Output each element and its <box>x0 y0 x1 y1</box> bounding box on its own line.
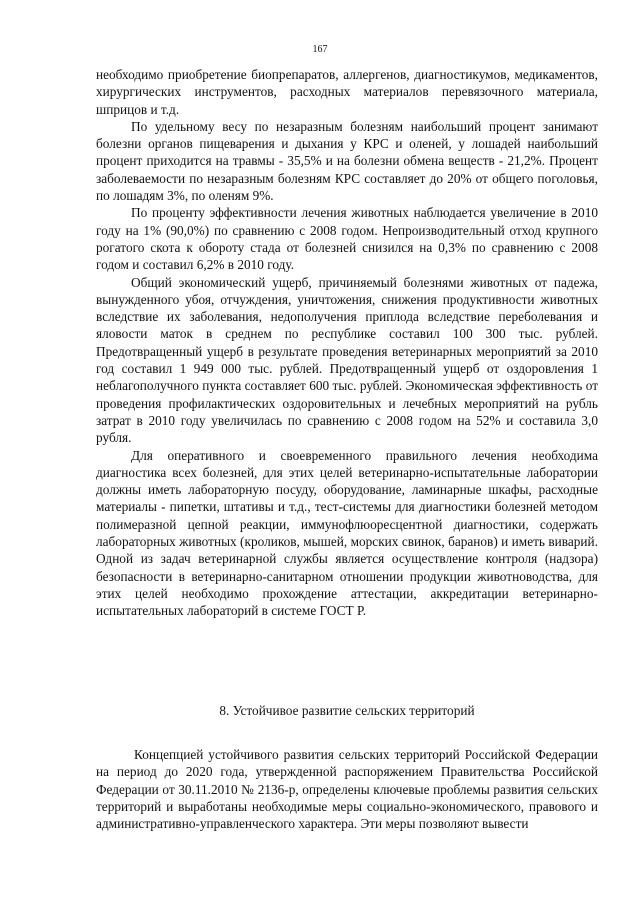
paragraph-economic-damage: Общий экономический ущерб, причиняемый болезнями животных от падежа, вынужденного убоя, отчуждения, уничтожения, снижения продуктивности животных вследствие их заболевания, недополучения приплода вследствие переболевания и яловости маток в среднем по республике составил 100 300 тыс. рублей. Предотвращенный ущерб в результате проведения ветеринарных мероприятий за 2010 год составил 1 949 000 тыс. рублей. Предотвращенный ущерб от оздоровления 1 неблагополучного пункта составляет 600 тыс. рублей. Экономическая эффективность от проведения профилактических оздоровительных и лечебных мероприятий на рубль затрат в 2010 году увеличилась по сравнению с 2008 годом на 52% и составила 3,0 рубля. <box>96 274 598 446</box>
page-number: 167 <box>312 44 328 55</box>
section-text <box>96 746 598 832</box>
body-text <box>96 66 598 620</box>
paragraph-diagnostics-labs: Для оперативного и своевременного правильного лечения необходима диагностика всех болезней, для этих целей ветеринарно-испытательные лаборатории должны иметь лабораторную посуду, оборудование, ламинарные шкафы, расходные материалы - пипетки, штативы и т.д., тест-системы для диагностики болезней методом полимеразной цепной реакции, иммунофлюоресцентной диагностики, содержать лабораторных животных (кроликов, мышей, морских свинок, баранов) и иметь виварий. Одной из задач ветеринарной службы является осуществление контроля (надзора) безопасности в ветеринарно-санитарном отношении продукции животноводства, для этих целей необходимо прохождение аттестации, аккредитации ветеринарно-испытательных лабораторий в системе ГОСТ Р. <box>96 447 598 619</box>
section-heading: 8. Устойчивое развитие сельских территорий <box>219 703 475 718</box>
paragraph-treatment-efficiency: По проценту эффективности лечения животных наблюдается увеличение в 2010 году на 1% (90,0%) по сравнению с 2008 годом. Непроизводительный отход крупного рогатого скота к обороту стада от болезней снизился на 0,3% по сравнению с 2008 годом и составил 6,2% в 2010 году. <box>96 205 598 273</box>
paragraph-noncontagious-diseases: По удельному весу по незаразным болезням наибольший процент занимают болезни органов пищеварения и дыхания у КРС и оленей, у лошадей наибольший процент приходится на травмы - 35,5% и на болезни обмена веществ - 21,2%. Процент заболеваемости по незаразным болезням КРС составляет до 20% от общего поголовья, по лошадям 3%, по оленям 9%. <box>96 118 598 204</box>
paragraph-continuation: необходимо приобретение биопрепаратов, аллергенов, диагностикумов, медикаментов, хирургических инструментов, расходных материалов перевязочного материала, шприцов и т.д. <box>96 67 598 117</box>
paragraph-rural-development: Концепцией устойчивого развития сельских территорий Российской Федерации на период до 2020 года, утвержденной распоряжением Правительства Российской Федерации от 30.11.2010 № 2136-р, определены ключевые проблемы развития сельских территорий и выработаны необходимые меры социально-экономического, правового и административно-управленческого характера. Эти меры позволяют вывести <box>96 747 598 832</box>
